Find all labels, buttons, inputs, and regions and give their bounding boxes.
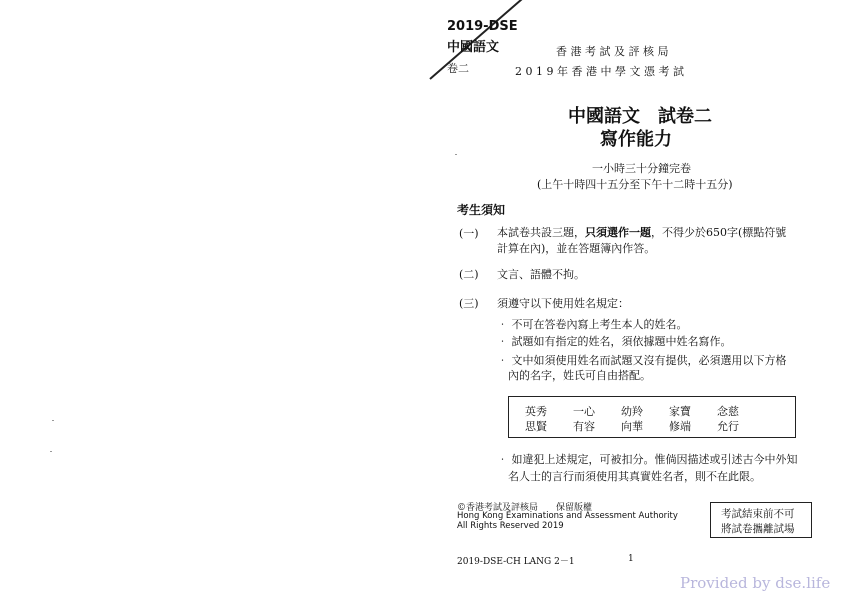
bullet-4: ‧ 如違犯上述規定，可被扣分。惟倘因描述或引述古今中外知 [497, 453, 798, 466]
item-1-line-2: 計算在內)，並在答題簿內作答。 [497, 242, 656, 255]
name-cell: 一心 [573, 405, 595, 418]
bullet-3: ‧ 文中如須使用姓名而試題又沒有提供，必須選用以下方格 [497, 354, 787, 367]
paper-title: 中國語文 試卷二 [568, 106, 712, 127]
bullet-1-text: 不可在答卷內寫上考生本人的姓名。 [511, 318, 688, 331]
year-code: 2019-DSE [447, 19, 518, 34]
bullet-4-text: 如違犯上述規定，可被扣分。惟倘因描述或引述古今中外知 [511, 453, 798, 466]
name-cell: 英秀 [525, 405, 547, 418]
page-number: 1 [628, 554, 634, 564]
paper-subtitle: 寫作能力 [600, 129, 672, 150]
names-box [508, 396, 796, 438]
bullet-2: ‧ 試題如有指定的姓名，須依據題中姓名寫作。 [497, 335, 732, 348]
footer-code: 2019-DSE-CH LANG 2－1 [457, 557, 575, 567]
bullet-3-line-2: 內的名字，姓氏可自由搭配。 [508, 369, 651, 382]
copyright-line-2: Hong Kong Examinations and Assessment Authority [457, 511, 678, 521]
duration: 一小時三十分鐘完卷 [592, 162, 691, 175]
authority-name: 香 港 考 試 及 評 核 局 [556, 45, 669, 58]
end-notice-box [710, 502, 812, 538]
name-cell: 幼羚 [621, 405, 643, 418]
item-3-text: 須遵守以下使用姓名規定： [497, 297, 629, 310]
subject-label: 中國語文 [447, 40, 500, 55]
bullet-1: ‧ 不可在答卷內寫上考生本人的姓名。 [497, 318, 688, 331]
end-notice-line-2: 將試卷攜離試場 [721, 523, 795, 535]
item-3-number: (三) [459, 297, 479, 310]
name-cell: 念慈 [717, 405, 739, 418]
watermark: Provided by dse.life [680, 574, 831, 592]
scan-speck [50, 451, 52, 452]
item-1-bold: 只須選作一題 [585, 226, 651, 239]
instructions-heading: 考生須知 [457, 203, 506, 217]
end-notice-line-1: 考試結束前不可 [721, 508, 795, 520]
bullet-4-line-2: 名人士的言行而須使用其真實姓名者，則不在此限。 [508, 470, 761, 483]
name-cell: 允行 [717, 420, 739, 433]
time-period: (上午十時四十五分至下午十二時十五分) [537, 178, 733, 191]
item-1-line-1 [497, 224, 786, 240]
name-cell: 向華 [621, 420, 643, 433]
name-cell: 有容 [573, 420, 595, 433]
name-cell: 修端 [669, 420, 691, 433]
paper-label: 卷二 [447, 62, 469, 75]
item-1-pre: 本試卷共設三題， [497, 226, 585, 239]
name-cell: 家寶 [669, 405, 691, 418]
bullet-3-text: 文中如須使用姓名而試題又沒有提供，必須選用以下方格 [511, 354, 787, 367]
scan-speck [455, 154, 457, 155]
item-1-number: (一) [459, 227, 479, 240]
copyright-line-3: All Rights Reserved 2019 [457, 521, 564, 531]
bullet-2-text: 試題如有指定的姓名，須依據題中姓名寫作。 [511, 335, 732, 348]
copyright-line-1: ©香港考試及評核局 保留版權 [457, 503, 593, 513]
name-cell: 思賢 [525, 420, 547, 433]
item-1-post: ，不得少於650字(標點符號 [651, 226, 787, 239]
exam-name: 2 0 1 9 年 香 港 中 學 文 憑 考 試 [515, 65, 684, 78]
scan-speck [52, 420, 54, 421]
item-2-text: 文言、語體不拘。 [497, 268, 585, 281]
item-2-number: (二) [459, 268, 479, 281]
